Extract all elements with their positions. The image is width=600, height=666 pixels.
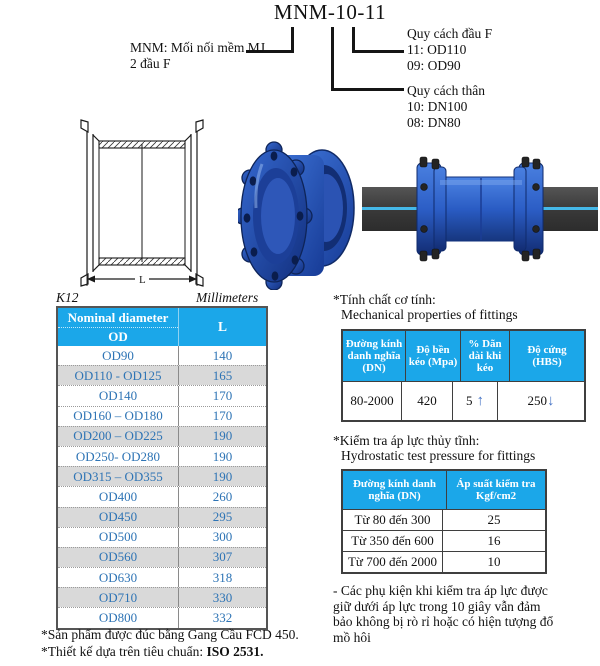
hyd-pressure-cell: 16 xyxy=(487,533,501,548)
mechanical-table-row xyxy=(343,381,584,420)
material-note: *Sản phẩm được đúc bằng Gang Cầu FCD 450. xyxy=(41,627,299,642)
od-cell: OD250- OD280 xyxy=(58,447,179,466)
mechanical-table xyxy=(341,329,586,422)
hydrostatic-title-en: Hydrostatic test pressure for fittings xyxy=(341,448,536,463)
table-row xyxy=(58,547,266,567)
connector-line-end-horizontal xyxy=(352,50,404,53)
l-cell: 190 xyxy=(212,428,233,444)
l-cell: 170 xyxy=(212,387,233,403)
table-row xyxy=(58,507,266,527)
mechanical-title-en: Mechanical properties of fittings xyxy=(341,307,518,322)
l-cell: 260 xyxy=(212,488,233,504)
od-cell: OD450 xyxy=(58,508,179,527)
dimension-l-label: L xyxy=(139,274,146,286)
hydrostatic-title-vi: *Kiểm tra áp lực thủy tĩnh: xyxy=(333,433,480,448)
standard-k12-label: K12 xyxy=(56,290,79,305)
header-od: OD xyxy=(108,329,128,344)
mech-header-hardness: Độ cứng (HBS) xyxy=(527,344,567,368)
standard-note xyxy=(41,644,264,660)
table-row xyxy=(58,385,266,405)
table-row xyxy=(58,567,266,587)
hydrostatic-row xyxy=(343,551,545,572)
mech-elongation-cell xyxy=(453,382,498,420)
hyd-dn-cell: Từ 80 đến 300 xyxy=(343,510,443,530)
l-cell: 332 xyxy=(212,610,233,626)
od-cell: OD160 – OD180 xyxy=(58,407,179,426)
up-arrow-icon: ↑ xyxy=(476,392,484,409)
od-cell: OD140 xyxy=(58,386,179,405)
table-row xyxy=(58,527,266,547)
od-cell: OD110 - OD125 xyxy=(58,366,179,385)
body-spec-option2: 08: DN80 xyxy=(407,115,461,130)
mech-header-elongation: % Dãn dài khi kéo xyxy=(461,331,510,381)
hyd-pressure-cell: 25 xyxy=(487,512,501,527)
mech-hardness-cell xyxy=(498,382,584,420)
assembly-3d-image xyxy=(362,153,598,265)
standard-note-text: *Thiết kế dựa trên tiêu chuẩn: xyxy=(41,644,207,659)
table-row xyxy=(58,486,266,506)
product-code-title: MNM-10-11 xyxy=(273,0,387,24)
hyd-pressure-cell: 10 xyxy=(487,554,501,569)
header-nominal-diameter: Nominal diameter xyxy=(58,308,178,328)
l-cell: 170 xyxy=(212,408,233,424)
hyd-dn-cell: Từ 350 đến 600 xyxy=(343,531,443,551)
coupling-3d-image xyxy=(238,138,356,290)
standard-note-iso: ISO 2531. xyxy=(206,644,264,659)
down-arrow-icon: ↓ xyxy=(547,392,555,409)
dimension-table xyxy=(56,306,268,630)
od-cell: OD710 xyxy=(58,588,179,607)
end-spec-option1: 11: OD110 xyxy=(407,42,467,57)
table-row xyxy=(58,446,266,466)
l-cell: 307 xyxy=(212,549,233,565)
code-meaning-label xyxy=(130,40,265,72)
l-cell: 140 xyxy=(212,347,233,363)
od-cell: OD90 xyxy=(58,346,179,365)
connector-line-body-horizontal xyxy=(331,88,404,91)
table-row xyxy=(58,587,266,607)
hydrostatic-row xyxy=(343,509,545,530)
code-meaning-line2: 2 đầu F xyxy=(130,56,171,71)
mech-dn-cell: 80-2000 xyxy=(343,382,402,420)
mech-header-dn: Đường kính danh nghĩa (DN) xyxy=(343,331,406,381)
od-cell: OD630 xyxy=(58,568,179,587)
body-spec-title: Quy cách thân xyxy=(407,83,485,98)
end-spec-label xyxy=(407,26,492,74)
connector-line-body-vertical xyxy=(331,27,334,91)
table-row xyxy=(58,406,266,426)
od-cell: OD800 xyxy=(58,608,179,627)
dimension-table-header xyxy=(58,308,266,346)
table-row xyxy=(58,426,266,446)
mech-header-tensile: Độ bền kéo (Mpa) xyxy=(406,331,461,381)
od-cell: OD560 xyxy=(58,548,179,567)
table-row xyxy=(58,346,266,365)
pressure-test-note: - Các phụ kiện khi kiểm tra áp lực được giữ dưới áp lực trong 10 giây vẫn đảm bảo không bị rò rỉ hoặc có hiện tượng đổ mồ hôi xyxy=(333,583,554,645)
l-cell: 300 xyxy=(212,529,233,545)
header-l: L xyxy=(217,319,227,334)
table-row xyxy=(58,607,266,627)
od-cell: OD500 xyxy=(58,528,179,547)
hydrostatic-table xyxy=(341,469,547,574)
end-spec-title: Quy cách đầu F xyxy=(407,26,493,41)
coupling-section-drawing xyxy=(72,118,212,290)
l-cell: 330 xyxy=(212,589,233,605)
l-cell: 318 xyxy=(212,569,233,585)
l-cell: 190 xyxy=(212,468,233,484)
body-spec-option1: 10: DN100 xyxy=(407,99,468,114)
l-cell: 190 xyxy=(212,448,233,464)
hyd-header-pressure: Áp suất kiểm tra Kgf/cm2 xyxy=(456,478,536,502)
table-row xyxy=(58,365,266,385)
hardness-value: 250 xyxy=(527,393,547,408)
end-spec-option2: 09: OD90 xyxy=(407,58,461,73)
hyd-header-dn: Đường kính danh nghĩa (DN) xyxy=(343,471,447,509)
code-meaning-line1: MNM: Mối nối mềm MJ xyxy=(130,40,266,55)
mech-tensile-cell: 420 xyxy=(402,382,453,420)
unit-millimeters-label: Millimeters xyxy=(196,290,259,305)
body-spec-label xyxy=(407,83,485,131)
elongation-value: 5 xyxy=(466,393,473,408)
l-cell: 165 xyxy=(212,367,233,383)
od-cell: OD400 xyxy=(58,487,179,506)
table-row xyxy=(58,466,266,486)
mechanical-table-header xyxy=(343,331,584,381)
hydrostatic-row xyxy=(343,530,545,551)
l-cell: 295 xyxy=(212,509,233,525)
od-cell: OD315 – OD355 xyxy=(58,467,179,486)
od-cell: OD200 – OD225 xyxy=(58,427,179,446)
hyd-dn-cell: Từ 700 đến 2000 xyxy=(343,552,443,572)
mechanical-title-vi: *Tính chất cơ tính: xyxy=(333,292,436,307)
hydrostatic-table-header xyxy=(343,471,545,509)
